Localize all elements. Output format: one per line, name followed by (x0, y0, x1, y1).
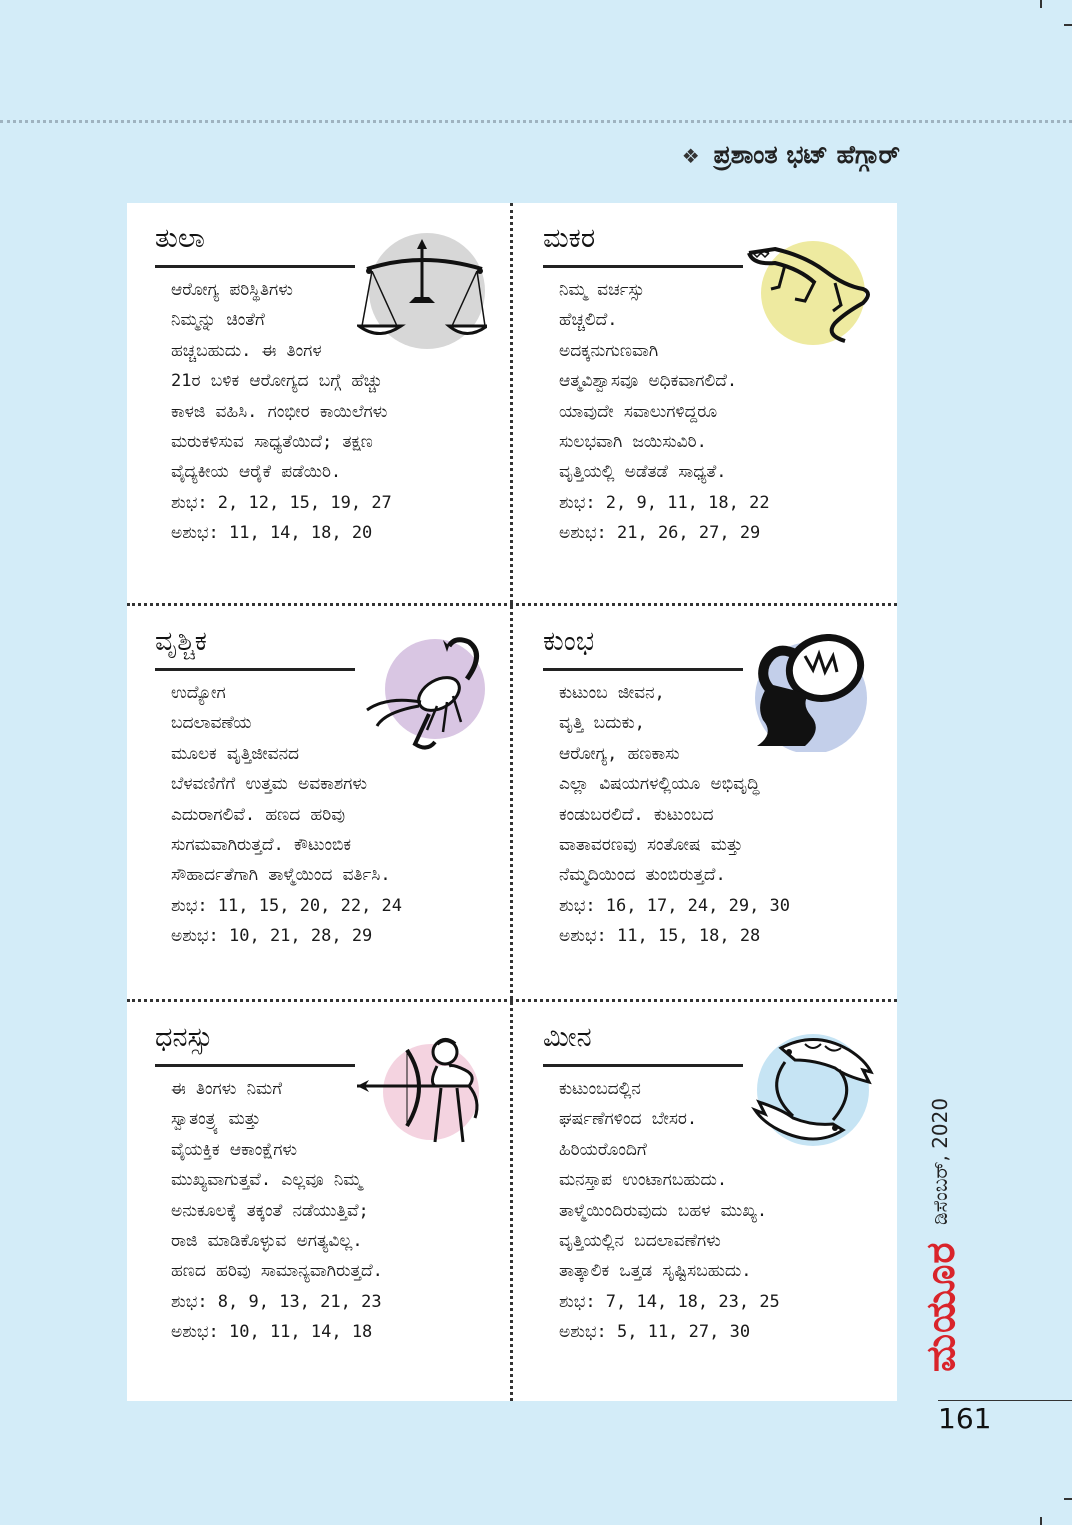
prediction-line: ಸೌಹಾರ್ದತೆಗಾಗಿ ತಾಳ್ಮೆಯಿಂದ ವರ್ತಿಸಿ. (171, 865, 391, 886)
prediction-line: ವೃತ್ತಿಯಲ್ಲಿನ ಬದಲಾವಣೆಗಳು (559, 1231, 721, 1252)
auspicious-dates: ಶುಭ: 2, 12, 15, 19, 27 (171, 492, 392, 513)
prediction-line: ಮೂಲಕ ವೃತ್ತಿಜೀವನದ (171, 743, 300, 764)
sign-title: ಮೀನ (543, 1022, 592, 1053)
sign-card-scorpio (127, 606, 507, 1004)
title-underline (543, 668, 743, 671)
inauspicious-dates: ಅಶುಭ: 21, 26, 27, 29 (559, 523, 761, 544)
auspicious-dates: ಶುಭ: 2, 9, 11, 18, 22 (559, 492, 770, 513)
prediction-line: ವೃತ್ತಿಯಲ್ಲಿ ಅಡೆತಡೆ ಸಾಧ್ಯತೆ. (559, 462, 727, 483)
prediction-line: ಸುಗಮವಾಗಿರುತ್ತದೆ. ಕೌಟುಂಬಿಕ (171, 835, 352, 856)
auspicious-dates: ಶುಭ: 7, 14, 18, 23, 25 (559, 1291, 780, 1312)
prediction-line: ಹಿರಿಯರೊಂದಿಗೆ (559, 1139, 647, 1160)
prediction-line: ಬೆಳವಣಿಗೆಗೆ ಉತ್ತಮ ಅವಕಾಶಗಳು (171, 774, 367, 795)
prediction-line: ಉದ್ಯೋಗ (171, 683, 226, 703)
prediction-line: ಆತ್ಮವಿಶ್ವಾಸವೂ ಅಧಿಕವಾಗಲಿದೆ. (559, 371, 738, 392)
prediction-line: ಸುಲಭವಾಗಿ ಜಯಿಸುವಿರಿ. (559, 432, 707, 453)
author-byline (682, 140, 900, 170)
horoscope-panel (127, 203, 897, 1401)
prediction-line: ವಾತಾವರಣವು ಸಂತೋಷ ಮತ್ತು (559, 835, 743, 856)
prediction-line: ಎಲ್ಲಾ ವಿಷಯಗಳಲ್ಲಿಯೂ ಅಭಿವೃದ್ಧಿ (559, 774, 760, 795)
prediction-line: ವೃತ್ತಿ ಬದುಕು, (559, 713, 645, 734)
inauspicious-dates: ಅಶುಭ: 11, 15, 18, 28 (559, 926, 761, 947)
prediction-line: ಆರೋಗ್ಯ ಪರಿಸ್ಥಿತಿಗಳು (171, 280, 293, 300)
sign-prediction (559, 275, 889, 549)
auspicious-dates: ಶುಭ: 8, 9, 13, 21, 23 (171, 1291, 382, 1312)
ornament-icon: ❖ (681, 144, 700, 168)
sign-title: ಮಕರ (543, 223, 596, 254)
sign-title: ಧನಸ್ಸು (155, 1022, 213, 1053)
crop-mark (1040, 1517, 1042, 1525)
title-underline (543, 1064, 743, 1067)
sign-prediction (559, 678, 889, 952)
prediction-line: ನಿಮ್ಮನ್ನು ಚಿಂತೆಗೆ (171, 310, 265, 331)
prediction-line: ರಾಜಿ ಮಾಡಿಕೊಳ್ಳುವ ಅಗತ್ಯವಿಲ್ಲ. (171, 1231, 363, 1252)
sign-prediction (559, 1074, 889, 1348)
prediction-line: ಹೆಚ್ಚಲಿದೆ. (559, 310, 618, 331)
crop-mark (1064, 24, 1072, 26)
prediction-line: ಕುಟುಂಬ ಜೀವನ, (559, 683, 665, 703)
sign-card-sagittarius (127, 1002, 507, 1400)
prediction-line: ಕಂಡುಬರಲಿದೆ. ಕುಟುಂಬದ (559, 804, 714, 825)
prediction-line: ನೆಮ್ಮದಿಯಿಂದ ತುಂಬಿರುತ್ತದೆ. (559, 865, 726, 886)
prediction-line: ಈ ತಿಂಗಳು ನಿಮಗೆ (171, 1079, 283, 1099)
sign-prediction (171, 678, 501, 952)
prediction-line: ಎದುರಾಗಲಿವೆ. ಹಣದ ಹರಿವು (171, 804, 346, 825)
sign-prediction (171, 275, 501, 549)
sign-card-libra (127, 203, 507, 601)
prediction-line: ಅದಕ್ಕನುಗುಣವಾಗಿ (559, 340, 659, 361)
prediction-line: ಆರೋಗ್ಯ, ಹಣಕಾಸು (559, 743, 680, 764)
auspicious-dates: ಶುಭ: 16, 17, 24, 29, 30 (559, 895, 791, 916)
title-underline (155, 265, 355, 268)
sign-prediction (171, 1074, 501, 1348)
prediction-line: ವೈದ್ಯಕೀಯ ಆರೈಕೆ ಪಡೆಯಿರಿ. (171, 462, 342, 483)
inauspicious-dates: ಅಶುಭ: 10, 11, 14, 18 (171, 1322, 373, 1343)
sign-title: ವೃಶ್ಚಿಕ (155, 626, 207, 657)
title-underline (155, 1064, 355, 1067)
sign-card-aquarius (515, 606, 895, 1004)
sign-card-capricorn (515, 203, 895, 601)
prediction-line: ವೈಯಕ್ತಿಕ ಆಕಾಂಕ್ಷೆಗಳು (171, 1139, 298, 1160)
auspicious-dates: ಶುಭ: 11, 15, 20, 22, 24 (171, 895, 403, 916)
prediction-line: ಹಣದ ಹರಿವು ಸಾಮಾನ್ಯವಾಗಿರುತ್ತದೆ. (171, 1261, 383, 1282)
top-dotted-divider (0, 120, 1072, 123)
author-name: ಪ್ರಶಾಂತ ಭಟ್ ಹೆಗ್ಗಾರ್ (713, 140, 900, 169)
prediction-line: ತಾಳ್ಮೆಯಿಂದಿರುವುದು ಬಹಳ ಮುಖ್ಯ. (559, 1200, 768, 1221)
prediction-line: ತಾತ್ಕಾಲಿಕ ಒತ್ತಡ ಸೃಷ್ಟಿಸಬಹುದು. (559, 1261, 752, 1282)
prediction-line: ನಿಮ್ಮ ವರ್ಚಸ್ಸು (559, 280, 645, 300)
prediction-line: ಕುಟುಂಬದಲ್ಲಿನ (559, 1079, 641, 1099)
prediction-line: ಮರುಕಳಿಸುವ ಸಾಧ್ಯತೆಯಿದೆ; ತಕ್ಷಣ (171, 432, 373, 453)
prediction-line: ಹಚ್ಚಬಹುದು. ಈ ತಿಂಗಳ (171, 340, 322, 361)
magazine-logo: ಮಯೂರ (918, 1241, 964, 1372)
prediction-line: ಮುಖ್ಯವಾಗುತ್ತವೆ. ಎಲ್ಲವೂ ನಿಮ್ಮ (171, 1170, 362, 1191)
crop-mark (1064, 1498, 1072, 1500)
inauspicious-dates: ಅಶುಭ: 11, 14, 18, 20 (171, 523, 373, 544)
sign-title: ಕುಂಭ (543, 626, 595, 657)
inauspicious-dates: ಅಶುಭ: 10, 21, 28, 29 (171, 926, 373, 947)
prediction-line: ಬದಲಾವಣೆಯ (171, 713, 252, 734)
sign-title: ತುಲಾ (155, 223, 205, 254)
title-underline (543, 265, 743, 268)
prediction-line: ಸ್ವಾತಂತ್ರ್ಯ ಮತ್ತು (171, 1109, 261, 1130)
crop-mark (1040, 0, 1042, 8)
vertical-dotted-divider (510, 203, 513, 1401)
prediction-line: 21ರ ಬಳಿಕ ಆರೋಗ್ಯದ ಬಗ್ಗೆ ಹೆಚ್ಚು (171, 371, 383, 392)
title-underline (155, 668, 355, 671)
inauspicious-dates: ಅಶುಭ: 5, 11, 27, 30 (559, 1322, 751, 1343)
page-number: 161 (938, 1402, 992, 1435)
prediction-line: ಕಾಳಜಿ ವಹಿಸಿ. ಗಂಭೀರ ಕಾಯಿಲೆಗಳು (171, 401, 388, 422)
prediction-line: ಅನುಕೂಲಕ್ಕೆ ತಕ್ಕಂತೆ ನಡೆಯುತ್ತಿವೆ; (171, 1200, 369, 1221)
prediction-line: ಮನಸ್ತಾಪ ಉಂಟಾಗಬಹುದು. (559, 1170, 728, 1191)
prediction-line: ಘರ್ಷಣೆಗಳಿಂದ ಬೇಸರ. (559, 1109, 698, 1130)
sign-card-pisces (515, 1002, 895, 1400)
prediction-line: ಯಾವುದೇ ಸವಾಲುಗಳಿದ್ದರೂ (559, 401, 718, 422)
issue-date: ಡಿಸೆಂಬರ್, 2020 (928, 1097, 952, 1225)
page-number-rule (938, 1400, 1072, 1401)
